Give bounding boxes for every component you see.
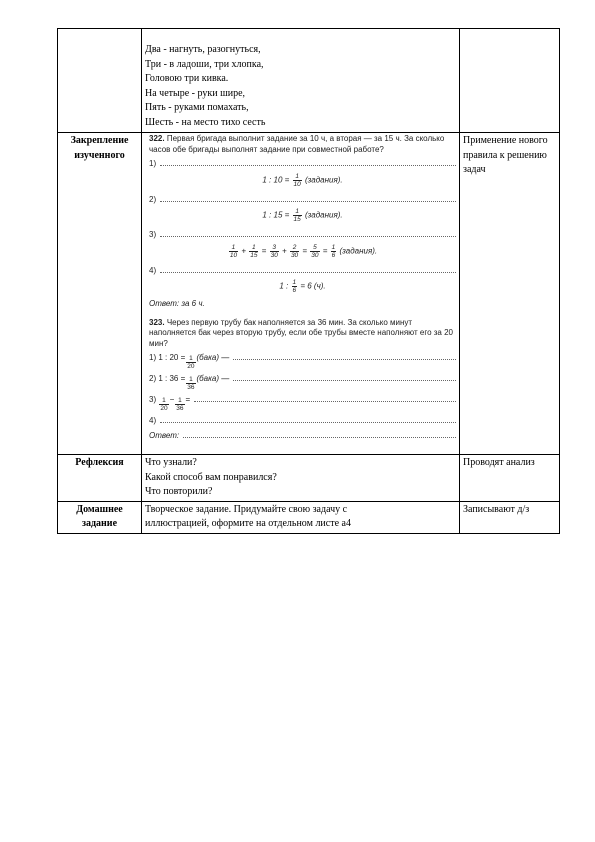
expr-text: 1 : [279,281,289,291]
expr-text: 1 : 36 = [158,374,186,383]
step-label: 4) [149,265,157,275]
solution-step [149,193,456,206]
step-label: 3) [149,395,157,404]
stage-cell: Закрепление изученного [58,133,142,455]
content-cell [142,455,460,502]
expr-text: 1 : 20 = [158,353,186,362]
blank-line [160,228,456,237]
text-line: Творческое задание. Придумайте свою задачу с [145,503,348,515]
expr-text: 1 : 15 = [262,210,290,220]
fraction: $\frac{1}{6}$ [331,243,336,259]
solution-step: 3) $\frac{1}{20}$ − $\frac{1}{36}$ = [149,393,456,412]
stage-cell: Домашнее задание [58,501,142,533]
solution-expression [149,208,456,223]
fraction: $\frac{1}{15}$ [293,208,301,223]
text-line: Три - в ладоши, три хлопка, [145,58,264,70]
text-line: Шесть - на место тихо сесть [145,116,266,128]
fraction: $\frac{1}{10}$ [293,172,301,188]
step-label: 3) [149,230,157,239]
blank-line [160,157,456,166]
answer-line: Ответ: [149,430,180,440]
expr-text: (задания). [305,175,343,185]
fraction: $\frac{1}{36}$ [187,376,195,391]
step-label: 2) [149,194,157,204]
blank-line [160,264,456,273]
task-text: Через первую трубу бак наполняется за 36 мин. За сколько минут наполняется бак через вторую трубу, если обе трубы вместе наполняют его за 20 мин? [149,317,453,348]
expr-text: (задания). [339,246,378,256]
solution-step [149,157,456,170]
expr-text: (бака) — [196,374,230,383]
fraction: $\frac{5}{30}$ [311,243,319,259]
fraction: $\frac{1}{15}$ [250,243,258,259]
text-line: На четыре - руки шире, [145,87,246,99]
text-line: иллюстрацией, оформите на отдельном листе а4 [145,518,351,529]
solution-expression [149,279,456,294]
content-cell [142,501,460,533]
fraction: $\frac{1}{20}$ [160,397,168,412]
blank-line [194,393,456,402]
text-line: Головою три кивка. [145,73,229,84]
fraction: $\frac{1}{10}$ [229,243,238,259]
blank-line [233,351,456,360]
solution-step [149,351,456,370]
fraction: $\frac{1}{36}$ [176,397,184,412]
text-line: Какой способ вам понравился? [145,471,277,483]
fraction: $\frac{2}{30}$ [290,243,299,259]
lesson-plan-table [57,28,560,534]
fraction: $\frac{1}{6}$ [292,279,297,294]
table-row [58,455,560,502]
table-row [58,29,560,133]
stage-cell: Рефлексия [58,455,142,502]
task-322 [149,134,456,155]
expr-text: = [185,395,191,404]
solution-step [149,429,456,442]
solution-step [149,264,456,277]
expr-text: (бака) — [196,353,230,362]
text-line: Что повторили? [145,486,213,497]
task-number: 322. [149,134,165,143]
expr-text: (задания). [305,210,343,220]
note-cell: Проводят анализ [460,455,560,502]
table-row [58,133,560,455]
text-line: Два - нагнуть, разогнуться, [145,44,261,55]
step-label: 4) [149,416,157,425]
task-323 [149,318,456,350]
solution-expression [149,173,456,188]
task-text: Первая бригада выполнит задание за 10 ч, а вторая — за 15 ч. За сколько часов обе бригады выполнят задание при совместной работе? [149,134,445,154]
text-line: Пять - руками помахать, [145,102,249,113]
expr-text: = 6 (ч). [300,281,326,291]
step-label: 1) [149,159,157,168]
textbook-excerpt [145,134,456,441]
stage-cell [58,29,142,133]
blank-line [160,414,456,423]
text-line: Что узнали? [145,457,197,468]
content-cell [142,29,460,133]
step-label: 2) [149,374,157,383]
fraction: $\frac{1}{20}$ [187,355,195,370]
note-cell [460,29,560,133]
step-label: 1) [149,353,157,362]
solution-step [149,372,456,391]
solution-step [149,228,456,241]
expr-text: 1 : 10 = [262,175,290,185]
blank-line [183,429,456,438]
content-cell [142,133,460,455]
note-cell: Записывают д/з [460,501,560,533]
task-number: 323. [149,317,165,327]
answer-line: Ответ: за 6 ч. [149,299,205,308]
blank-line [233,372,456,381]
blank-line [160,193,456,202]
table-row [58,501,560,533]
solution-step [149,414,456,427]
solution-expression: $\frac{1}{10}$ + $\frac{1}{15}$ = $\frac{3}{30}$ + $\frac{2}{30}$ = $\frac{5}{30}$ = $\frac{1}{6}$ (задания). [229,243,378,259]
note-cell: Применение нового правила к решению задач [460,133,560,455]
fraction: $\frac{3}{30}$ [270,243,278,259]
